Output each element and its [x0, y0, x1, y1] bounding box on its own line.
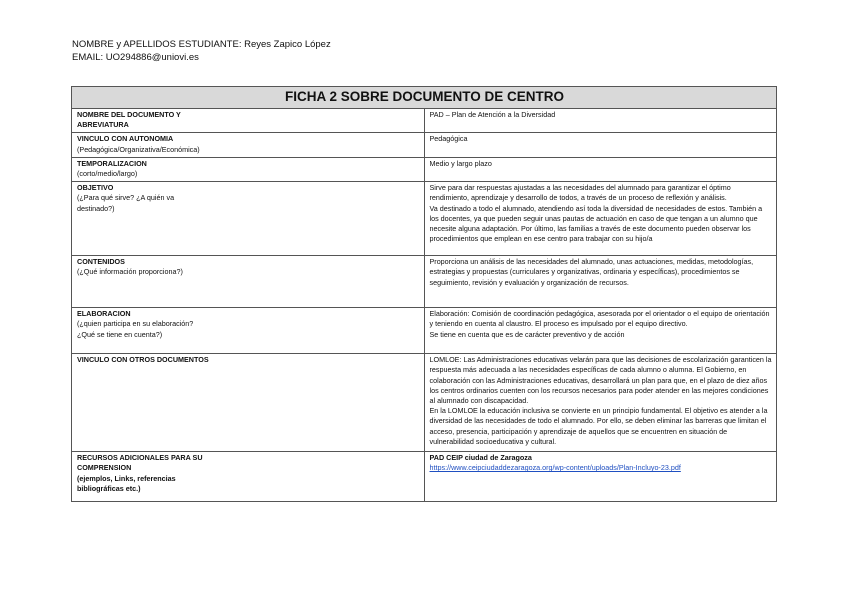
row-vinculo-otros-documentos — [72, 354, 777, 452]
title-row — [72, 87, 777, 109]
value-elaboracion: Elaboración: Comisión de coordinación pedagógica, asesorada por el orientador o el equipo de orientación y teniendo en cuenta al claustro. El proceso es impulsado por el equipo directivo. Se tiene en cuenta que es de carácter preventivo y de acción — [424, 308, 777, 354]
resource-link[interactable]: https://www.ceipciudaddezaragoza.org/wp-content/uploads/Plan-Incluyo-23.pdf — [429, 463, 681, 473]
ficha-table — [71, 86, 777, 502]
label-contenidos: CONTENIDOS (¿Qué información proporciona?) — [72, 256, 425, 308]
value-vinculo-otros-documentos: LOMLOE: Las Administraciones educativas velarán para que las decisiones de escolarización garanticen la respuesta más adecuada a las necesidades específicas de cada alumno o alumna. El Gobierno, en colaboración con las Administraciones educativas, desarrollará un plan para que, en el plazo de diez años los centros ordinarios cuenten con los recursos necesarios para poder atender en las mejores condiciones al alumnado con discapacidad. En la LOMLOE la educación inclusiva se convierte en un principio fundamental. El objetivo es atender a la diversidad de las necesidades de todo el alumnado. Por ello, se deben eliminar las barreras que limitan el acceso, presencia, participación y aprendizaje de aquellos que se encuentren en situación de vulnerabilidad socioeducativa y cultural. — [424, 354, 777, 452]
row-nombre-documento — [72, 109, 777, 133]
label-recursos-adicionales: RECURSOS ADICIONALES PARA SU COMPRENSION (ejemplos, Links, referencias bibliográficas etc.) — [72, 452, 425, 502]
label-temporalizacion: TEMPORALIZACION (corto/medio/largo) — [72, 157, 425, 181]
value-objetivo: Sirve para dar respuestas ajustadas a las necesidades del alumnado para garantizar el óptimo rendimiento, aprendizaje y desarrollo de todos, a través de un proceso de reflexión y análisis. Va destinado a todo el alumnado, atendiendo así toda la diversidad de necesidades de estos. También a los docentes, ya que pueden seguir unas pautas de actuación en caso de que tengan a un alumno que necesite alguna adaptación. Por último, las familias a través de este documento pueden observar los procedimientos que emplean en ese centro para trabajar con su hijo/a — [424, 182, 777, 256]
row-contenidos — [72, 256, 777, 308]
label-objetivo: OBJETIVO (¿Para qué sirve? ¿A quién va destinado?) — [72, 182, 425, 256]
value-vinculo-autonomia: Pedagógica — [424, 133, 777, 157]
value-contenidos: Proporciona un análisis de las necesidades del alumnado, unas actuaciones, medidas, metodologías, estrategias y propuestas (curriculares y organizativas, ordinaria y específicas), procedimientos se seguimiento, revisión y evaluación y organización de recursos. — [424, 256, 777, 308]
label-vinculo-otros-documentos: VINCULO CON OTROS DOCUMENTOS — [72, 354, 425, 452]
value-temporalizacion: Medio y largo plazo — [424, 157, 777, 181]
row-elaboracion — [72, 308, 777, 354]
row-recursos-adicionales — [72, 452, 777, 502]
row-temporalizacion — [72, 157, 777, 181]
label-vinculo-autonomia: VINCULO CON AUTONOMIA (Pedagógica/Organizativa/Económica) — [72, 133, 425, 157]
document-header — [72, 38, 331, 64]
student-name-line: NOMBRE y APELLIDOS ESTUDIANTE: Reyes Zapico López — [72, 39, 331, 50]
row-objetivo — [72, 182, 777, 256]
label-elaboracion: ELABORACION (¿quien participa en su elaboración? ¿Qué se tiene en cuenta?) — [72, 308, 425, 354]
value-recursos-adicionales: PAD CEIP ciudad de Zaragoza https://www.ceipciudaddezaragoza.org/wp-content/uploads/Plan-Incluyo-23.pdf — [424, 452, 777, 502]
label-nombre-documento: NOMBRE DEL DOCUMENTO Y ABREVIATURA — [72, 109, 425, 133]
value-nombre-documento: PAD – Plan de Atención a la Diversidad — [424, 109, 777, 133]
student-email-line: EMAIL: UO294886@uniovi.es — [72, 52, 199, 63]
row-vinculo-autonomia — [72, 133, 777, 157]
table-title: FICHA 2 SOBRE DOCUMENTO DE CENTRO — [72, 87, 777, 109]
